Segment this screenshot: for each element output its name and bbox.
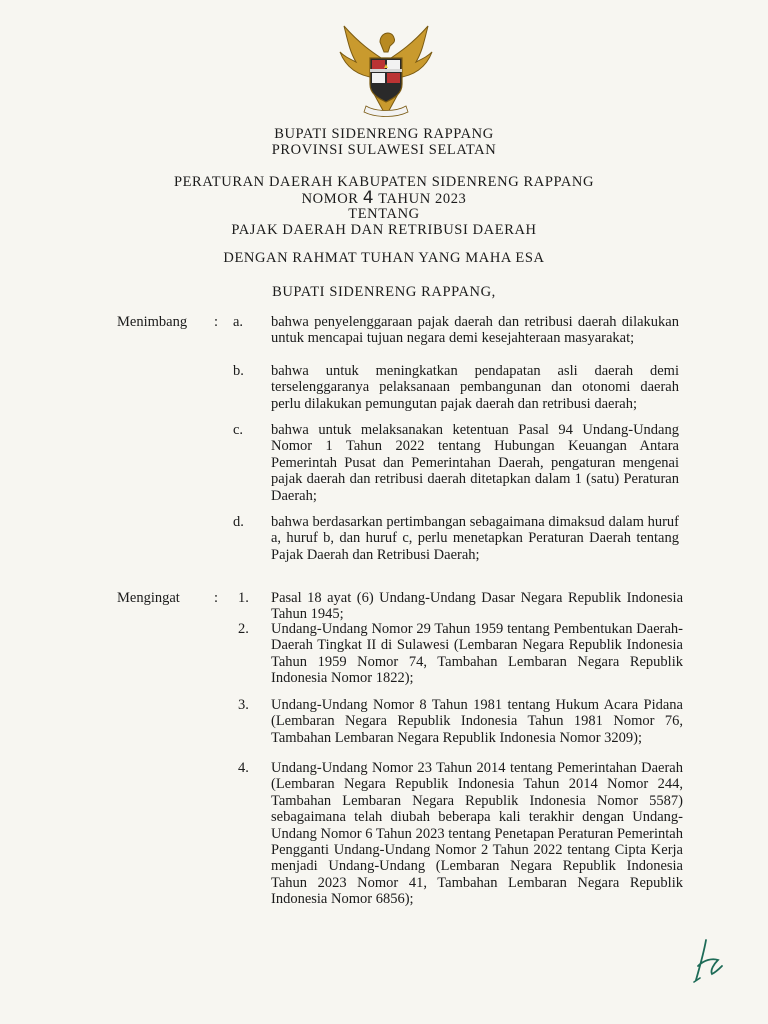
menimbang-label: Menimbang xyxy=(117,314,188,330)
mengingat-item-marker: 1. xyxy=(238,590,249,606)
regulation-title: PERATURAN DAERAH KABUPATEN SIDENRENG RAPPANG xyxy=(173,174,595,190)
mengingat-item-text: Undang-Undang Nomor 8 Tahun 1981 tentang Hukum Acara Pidana (Lembaran Negara Republik Indonesia Tahun 1981 Nomor 76, Tambahan Lembaran Negara Republik Indonesia Nomor 3209); xyxy=(271,697,683,746)
invocation-text: DENGAN RAHMAT TUHAN YANG MAHA ESA xyxy=(223,250,545,266)
menimbang-item-text: bahwa berdasarkan pertimbangan sebagaimana dimaksud dalam huruf a, huruf b, dan huruf c, perlu menetapkan Peraturan Daerah tentang Pajak Daerah dan Retribusi Daerah; xyxy=(271,514,679,563)
province-title: PROVINSI SULAWESI SELATAN xyxy=(271,142,497,158)
menimbang-colon: : xyxy=(214,314,219,330)
mengingat-colon: : xyxy=(214,590,219,606)
menimbang-item-marker: c. xyxy=(233,422,244,438)
bupati-heading: BUPATI SIDENRENG RAPPANG, xyxy=(272,284,496,300)
regulation-subject: PAJAK DAERAH DAN RETRIBUSI DAERAH xyxy=(231,222,537,238)
nomor-value: 4 xyxy=(362,188,375,208)
menimbang-item-text: bahwa penyelenggaraan pajak daerah dan retribusi daerah dilakukan untuk mencapai tujuan negara demi kesejahteraan masyarakat; xyxy=(271,314,679,347)
menimbang-item-text: bahwa untuk meningkatkan pendapatan asli daerah demi terselenggaranya pelaksanaan pembangunan dan otonomi daerah perlu dilakukan pemungutan pajak daerah dan retribusi daerah; xyxy=(271,363,679,412)
mengingat-item-marker: 3. xyxy=(238,697,249,713)
mengingat-item-text: Undang-Undang Nomor 23 Tahun 2014 tentang Pemerintahan Daerah (Lembaran Negara Republik Indonesia Tahun 2014 Nomor 244, Tambahan Lembaran Negara Republik Indonesia Nomor 5587) sebagaimana telah diubah beberapa kali terakhir dengan Undang-Undang Nomor 6 Tahun 2023 tentang Penetapan Peraturan Pemerintah Pengganti Undang-Undang Nomor 2 Tahun 2022 tentang Cipta Kerja menjadi Undang-Undang (Lembaran Negara Republik Indonesia Tahun 2023 Nomor 41, Tambahan Lembaran Negara Republik Indonesia Nomor 6856); xyxy=(271,760,683,908)
mengingat-item-marker: 2. xyxy=(238,621,249,637)
nomor-prefix: NOMOR xyxy=(301,191,359,207)
menimbang-item-marker: a. xyxy=(233,314,244,330)
regulation-number xyxy=(0,190,768,207)
menimbang-item-text: bahwa untuk melaksanakan ketentuan Pasal 94 Undang-Undang Nomor 1 Tahun 2022 tentang Hubungan Keuangan Antara Pemerintah Pusat dan Pemerintahan Daerah, pengaturan mengenai pajak daerah dan retribusi daerah ditetapkan dalam 1 (satu) Peraturan Daerah; xyxy=(271,422,679,504)
issuer-title: BUPATI SIDENRENG RAPPANG xyxy=(274,126,494,142)
regulation-tentang: TENTANG xyxy=(348,206,420,222)
nomor-year: TAHUN 2023 xyxy=(378,191,467,207)
mengingat-item-text: Undang-Undang Nomor 29 Tahun 1959 tentang Pembentukan Daerah-Daerah Tingkat II di Sulawesi (Lembaran Negara Republik Indonesia Tahun 1959 Nomor 74, Tambahan Lembaran Negara Republik Indonesia Nomor 1822); xyxy=(271,621,683,687)
menimbang-item-marker: d. xyxy=(233,514,244,530)
mengingat-item-marker: 4. xyxy=(238,760,249,776)
initial-signature-icon xyxy=(688,936,728,986)
mengingat-item-text: Pasal 18 ayat (6) Undang-Undang Dasar Negara Republik Indonesia Tahun 1945; xyxy=(271,590,683,623)
mengingat-label: Mengingat xyxy=(117,590,180,606)
menimbang-item-marker: b. xyxy=(233,363,244,379)
garuda-emblem-icon xyxy=(336,22,436,122)
